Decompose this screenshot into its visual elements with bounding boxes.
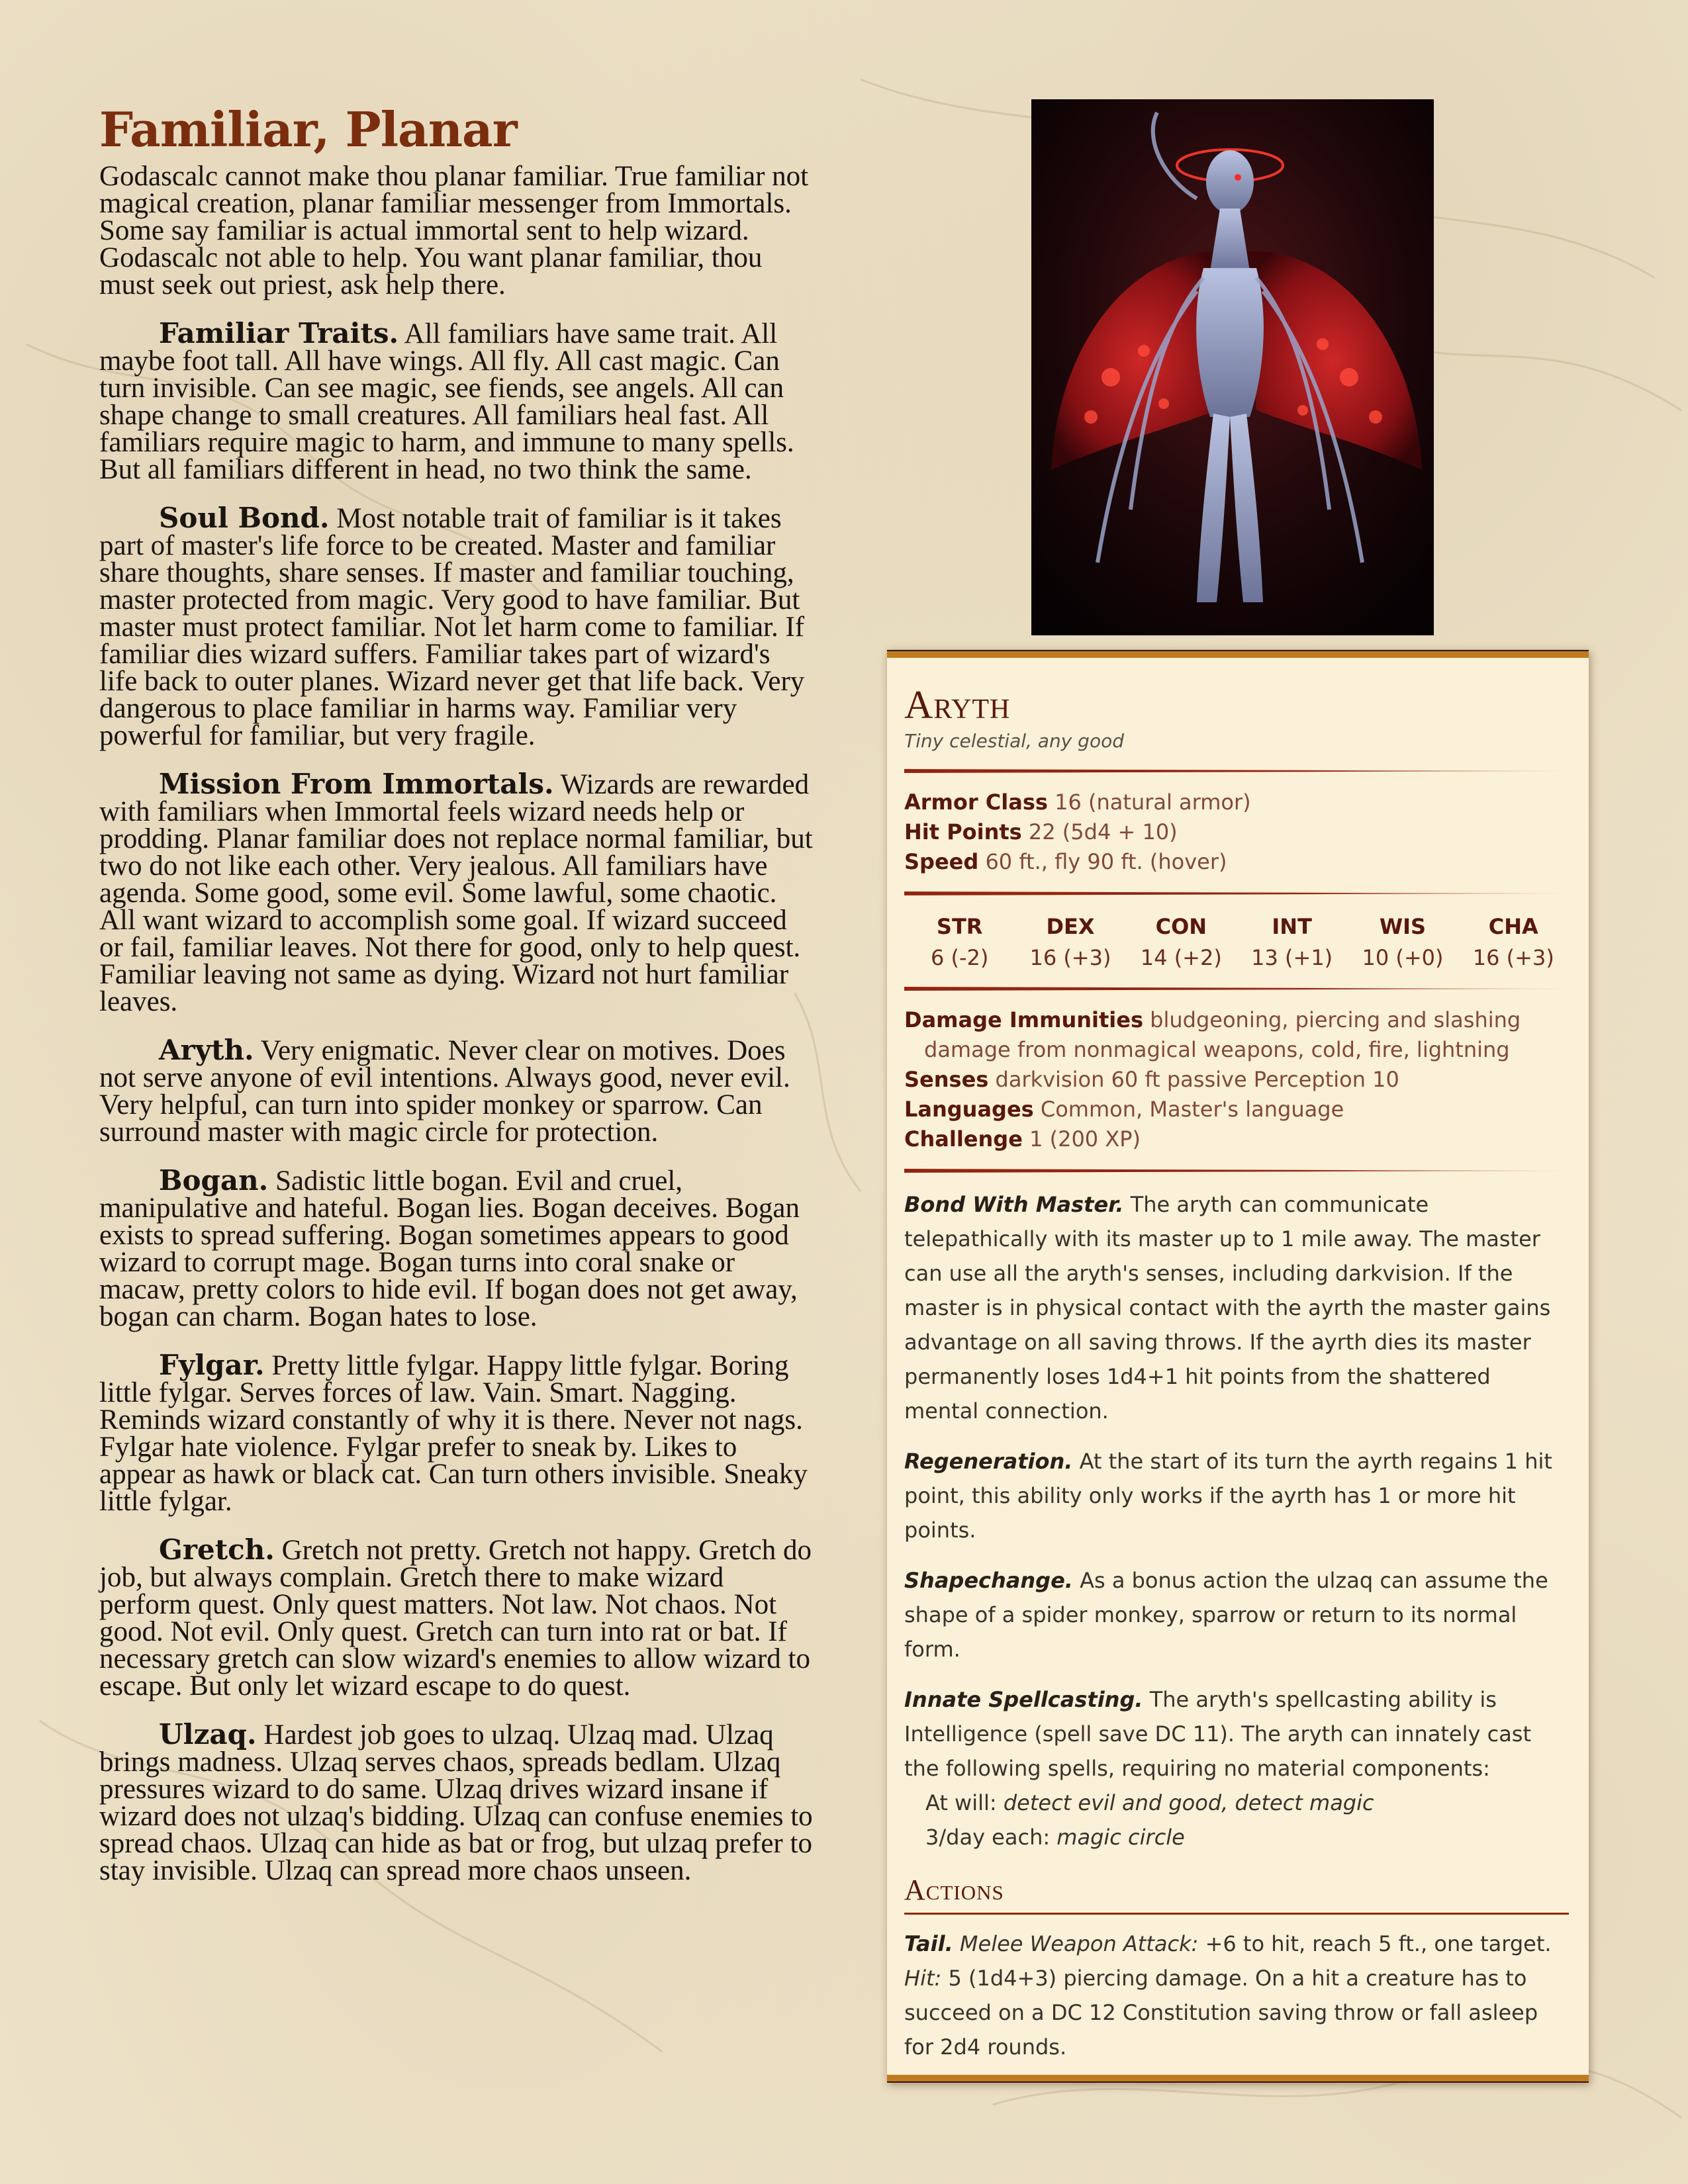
page-title: Familiar, Planar [99, 101, 517, 158]
action-attack-text: +6 to hit, reach 5 ft., one target. [1205, 1931, 1552, 1956]
ability-dex [1015, 910, 1126, 972]
trait-name: Bond With Master. [904, 1192, 1124, 1217]
trait-innate-spellcasting [904, 1682, 1569, 1786]
trait-regeneration [904, 1444, 1569, 1547]
section-ulzaq [99, 1718, 814, 1886]
section-text: Sadistic little bogan. Evil and cruel, manipulative and hateful. Bogan lies. Bogan deceives. Bogan exists to spread suffering. Bogan sometimes appears to good wizard to corrupt mage. Bogan turns into coral snake or macaw, pretty colors to hide evil. If bogan does not get away, bogan can charm. Bogan hates to lose. [99, 1165, 800, 1332]
ability-label: WIS [1379, 914, 1427, 939]
divider [904, 769, 1569, 773]
ability-con [1126, 910, 1237, 972]
action-hit-label: Hit: [904, 1966, 942, 1991]
ability-label: DEX [1046, 914, 1095, 939]
trait-bond-with-master [904, 1187, 1569, 1428]
trait-name: Shapechange. [904, 1568, 1073, 1593]
section-lead: Ulzaq. [159, 1718, 257, 1751]
action-hit-text: 5 (1d4+3) piercing damage. On a hit a creature has to succeed on a DC 12 Constitution saving throw or fall asleep for 2d4 rounds. [904, 1966, 1538, 2060]
armor-class-value: 16 (natural armor) [1055, 790, 1251, 815]
spell-list: magic circle [1056, 1825, 1185, 1850]
divider [904, 1169, 1569, 1173]
ability-cha [1458, 910, 1569, 972]
section-text: All familiars have same trait. All maybe foot tall. All have wings. All fly. All cast magic. Can turn invisible. Can see magic, see fiends, see angels. All can shape change to small creatures. All familiars heal fast. All familiars require magic to harm, and immune to many spells. But all familiars different in head, no two think the same. [99, 318, 794, 485]
actions-rule [904, 1913, 1569, 1915]
hit-points-value: 22 (5d4 + 10) [1028, 819, 1178, 844]
stat-block-content [904, 672, 1569, 2080]
section-lead: Fylgar. [159, 1349, 265, 1381]
ability-label: CON [1155, 914, 1207, 939]
trait-name: Regeneration. [904, 1449, 1073, 1474]
languages [904, 1095, 1569, 1124]
creature-type: Tiny celestial, any good [904, 730, 1124, 752]
ability-label: STR [936, 914, 983, 939]
trait-name: Innate Spellcasting. [904, 1687, 1143, 1712]
hit-points [904, 817, 1569, 847]
senses-label: Senses [904, 1067, 989, 1092]
section-lead: Mission From Immortals. [159, 768, 554, 800]
armor-class-label: Armor Class [904, 790, 1048, 815]
section-text: Wizards are rewarded with familiars when Immortal feels wizard needs help or prodding. Planar familiar does not replace normal familiar, but two do not like each other. Very jealous. All familiars have agenda. Some good, some evil. Some lawful, some chaotic. All want wizard to accomplish some goal. If wizard succeed or fail, familiar leaves. Not there for good, only to help quest. Familiar leaving not same as dying. Wizard not hurt familiar leaves. [99, 769, 813, 1017]
spell-list: detect evil and good, detect magic [1003, 1790, 1374, 1815]
aryth-illustration [1031, 99, 1434, 635]
speed-label: Speed [904, 849, 979, 874]
ability-label: INT [1272, 914, 1312, 939]
main-text-column [99, 98, 814, 1905]
section-soul-bond [99, 504, 814, 749]
section-lead: Aryth. [159, 1034, 254, 1066]
section-mission-from-immortals [99, 770, 814, 1015]
section-text: Gretch not pretty. Gretch not happy. Gretch do job, but always complain. Gretch there to make wizard perform quest. Only quest matters. Not law. Not chaos. Not good. Not evil. Only quest. Gretch can turn into rat or bat. If necessary gretch can slow wizard's enemies to allow wizard to escape. But only let wizard escape to do quest. [99, 1535, 812, 1702]
stat-block [887, 650, 1589, 2083]
damage-immunities-value: bludgeoning, piercing and slashing damage from nonmagical weapons, cold, fire, lightning [924, 1007, 1521, 1062]
ability-score: 13 (+1) [1251, 945, 1333, 970]
section-bogan [99, 1164, 814, 1332]
section-aryth [99, 1036, 814, 1146]
section-lead: Bogan. [159, 1164, 269, 1197]
trait-text: The aryth can communicate telepathically with its master up to 1 mile away. The master can use all the aryth's senses, including darkvision. If the master is in physical contact with the ayrth the master gains advantage on all saving throws. If the ayrth dies its master permanently loses 1d4+1 hit points from the shattered mental connection. [904, 1192, 1551, 1424]
ability-scores [904, 910, 1569, 972]
senses-value: darkvision 60 ft passive Perception 10 [995, 1067, 1399, 1092]
trait-text: As a bonus action the ulzaq can assume the shape of a spider monkey, sparrow or return to its normal form. [904, 1568, 1548, 1662]
ability-score: 14 (+2) [1140, 945, 1222, 970]
challenge [904, 1124, 1569, 1154]
trait-text: The aryth's spellcasting ability is Intelligence (spell save DC 11). The aryth can innately cast the following spells, requiring no material components: [904, 1687, 1532, 1781]
creature-name: Aryth [904, 683, 1011, 727]
challenge-label: Challenge [904, 1126, 1023, 1152]
trait-text: At the start of its turn the ayrth regains 1 hit point, this ability only works if the ayrth has 1 or more hit points. [904, 1449, 1552, 1543]
section-lead: Soul Bond. [159, 502, 330, 534]
trait-shapechange [904, 1563, 1569, 1666]
senses [904, 1065, 1569, 1095]
damage-immunities [904, 1005, 1569, 1065]
challenge-value: 1 (200 XP) [1029, 1126, 1141, 1152]
speed-value: 60 ft., fly 90 ft. (hover) [985, 849, 1227, 874]
ability-score: 10 (+0) [1362, 945, 1444, 970]
action-tail [904, 1927, 1569, 2064]
ability-wis [1348, 910, 1458, 972]
creature-artwork [1031, 99, 1434, 635]
damage-immunities-label: Damage Immunities [904, 1007, 1143, 1032]
section-text: Most notable trait of familiar is it takes part of master's life force to be created. Master and familiar share thoughts, share senses. If master and familiar touching, master protected from magic. Very good to have familiar. But master must protect familiar. Not let harm come to familiar. If familiar dies wizard suffers. Familiar takes part of wizard's life back to outer planes. Wizard never get that life back. Very dangerous to place familiar in harms way. Familiar very powerful for familiar, but very fragile. [99, 503, 805, 751]
armor-class [904, 788, 1569, 817]
section-text: Pretty little fylgar. Happy little fylgar. Boring little fylgar. Serves forces of law. Vain. Smart. Nagging. Reminds wizard constantly of why it is there. Never not nags. Fylgar hate violence. Fylgar prefer to sneak by. Likes to appear as hawk or black cat. Can turn others invisible. Sneaky little fylgar. [99, 1350, 808, 1517]
hit-points-label: Hit Points [904, 819, 1022, 844]
ability-str [904, 910, 1015, 972]
actions-heading: Actions [904, 1874, 1004, 1906]
section-familiar-traits [99, 317, 814, 485]
intro-paragraph: Godascalc cannot make thou planar familiar. True familiar not magical creation, planar familiar messenger from Immortals. Some say familiar is actual immortal sent to help wizard. Godascalc not able to help. You want planar familiar, thou must seek out priest, ask help there. [99, 161, 809, 300]
ability-score: 16 (+3) [1029, 945, 1111, 970]
action-name: Tail. [904, 1931, 953, 1956]
action-type: Melee Weapon Attack: [959, 1931, 1199, 1956]
section-text: Very enigmatic. Never clear on motives. Does not serve anyone of evil intentions. Always good, never evil. Very helpful, can turn into spider monkey or sparrow. Can surround master with magic circle for protection. [99, 1035, 790, 1148]
ability-score: 6 (-2) [930, 945, 989, 970]
spell-frequency: At will: [925, 1790, 997, 1815]
spell-line-at-will [904, 1786, 1569, 1820]
ability-score: 16 (+3) [1472, 945, 1554, 970]
section-gretch [99, 1533, 814, 1702]
spell-frequency: 3/day each: [925, 1825, 1051, 1850]
section-lead: Gretch. [159, 1533, 275, 1566]
spell-line-3-day [904, 1820, 1569, 1854]
section-text: Hardest job goes to ulzaq. Ulzaq mad. Ulzaq brings madness. Ulzaq serves chaos, spreads bedlam. Ulzaq pressures wizard to do same. Ulzaq drives wizard insane if wizard does not ulzaq's bidding. Ulzaq can confuse enemies to spread chaos. Ulzaq can hide as bat or frog, but ulzaq prefer to stay invisible. Ulzaq can spread more chaos unseen. [99, 1719, 813, 1886]
languages-value: Common, Master's language [1040, 1097, 1344, 1122]
divider [904, 987, 1569, 991]
section-fylgar [99, 1351, 814, 1515]
languages-label: Languages [904, 1097, 1034, 1122]
ability-label: CHA [1488, 914, 1538, 939]
speed [904, 847, 1569, 877]
ability-int [1237, 910, 1347, 972]
divider [904, 891, 1569, 895]
section-lead: Familiar Traits. [159, 317, 399, 349]
